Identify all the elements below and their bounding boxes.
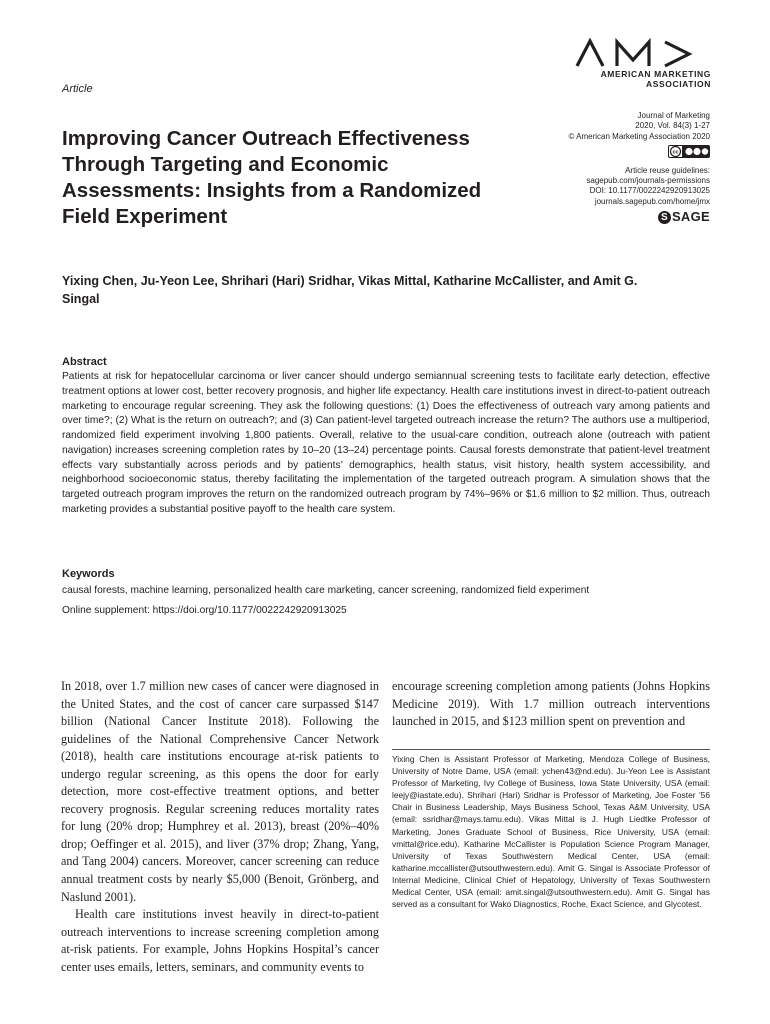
- ama-logo: [573, 38, 711, 89]
- abstract-heading: Abstract: [62, 356, 107, 368]
- footnote-divider: [392, 749, 710, 750]
- article-type-label: Article: [62, 83, 93, 95]
- body-paragraph: Health care institutions invest heavily in direct-to-patient outreach interventions to increase screening completion among at-risk patients. For example, Johns Hopkins Hospital’s cancer center uses emails, letters, seminars, and community events to: [61, 907, 379, 974]
- doi: DOI: 10.1177/0022242920913025: [589, 186, 710, 196]
- journal-home-link[interactable]: journals.sagepub.com/home/jmx: [594, 196, 710, 206]
- creative-commons-icon: [668, 145, 710, 161]
- body-paragraph: In 2018, over 1.7 million new cases of cancer were diagnosed in the United States, and the cost of cancer care surpassed $147 billion (National Cancer Institute 2018). Following the guidelines of the National Comprehensive Cancer Network (2018), health care institutions encourage at-risk patients to undergo regular screening, as this opens the door for early detection, more cost-effective treatment options, and better recovery prognosis. Regular screening reduces mortality rates for lung (20% drop; Humphrey et al. 2013), breast (20%–40% drop; Oeffinger et al. 2015), and liver (37% drop; Zhang, Yang, and Tang 2004) cancers. Moreover, cancer screening can reduce annual treatment costs by nearly $5,000 (Benoit, Grönberg, and Naslund 2001).: [61, 679, 379, 904]
- sage-logo: [658, 211, 710, 224]
- abstract-text: Patients at risk for hepatocellular carcinoma or liver cancer should undergo semiannual screening tests to facilitate early detection, effective treatment options at lower cost, better recovery prognosis, and higher life expectancy. Health care institutions invest in direct-to-patient outreach marketing to encourage regular screening. They ask the following questions: (1) Does the effectiveness of outreach vary among patients and over time?; (2) What is the return on outreach?; and (3) Can patient-level targeted outreach increase the return? The authors use a multiperiod, randomized field experiment involving 1,800 patients. Overall, relative to the usual-care condition, outreach alone (outreach with patient navigation) increases screening completion rates by 10–20 (13–24) percentage points. Causal forests demonstrate that patient-level treatment effects vary substantially across periods and by patients’ demographics, health status, visit history, health system accessibility, and neighborhood socioeconomic status, thereby facilitating the implementation of the targeted outreach program. A simulation shows that the targeted outreach program improves the return on the randomized outreach program by 74%–96% or $1.6 million to $2 million. Thus, outreach marketing provides a substantial positive payoff to the health care system.: [62, 371, 710, 515]
- author-list: Yixing Chen, Ju-Yeon Lee, Shrihari (Hari) Sridhar, Vikas Mittal, Katharine McCallister, and Amit G. Singal: [62, 274, 638, 306]
- ama-logo-mark: [573, 38, 711, 68]
- body-left-column: [61, 678, 379, 976]
- keywords-text: causal forests, machine learning, personalized health care marketing, cancer screening, randomized field experiment: [62, 585, 590, 596]
- ama-logo-line2: ASSOCIATION: [645, 79, 711, 89]
- online-supplement: Online supplement: https://doi.org/10.1177/0022242920913025: [62, 605, 347, 616]
- permissions-link[interactable]: sagepub.com/journals-permissions: [586, 176, 710, 186]
- journal-meta: [490, 111, 710, 225]
- keywords-heading: Keywords: [62, 568, 115, 580]
- cc-badge-label: cc: [672, 149, 679, 156]
- sage-logo-text: SAGE: [671, 209, 710, 225]
- article-title: Improving Cancer Outreach Effectiveness Through Targeting and Economic Assessments: Insights from a Randomized Field Experiment: [62, 127, 482, 228]
- ama-logo-text: [573, 69, 711, 89]
- body-right-column: encourage screening completion among patients (Johns Hopkins Medicine 2019). With 1.7 million outreach interventions launched in 2015, and $123 million spent on prevention and: [392, 679, 710, 729]
- copyright-line: © American Marketing Association 2020: [568, 131, 710, 141]
- journal-name: Journal of Marketing: [637, 111, 710, 120]
- author-affiliations-footnote: Yixing Chen is Assistant Professor of Marketing, Mendoza College of Business, University of Notre Dame, USA (email: ychen43@nd.edu). Ju-Yeon Lee is Assistant Professor of Marketing, Ivy College of Business, Iowa State University, USA (email: leejy@iastate.edu). Shrihari (Hari) Sridhar is Professor of Marketing, Joe Foster ’56 Chair in Business Leadership, Mays Business School, Texas A&M University, USA (email: ssridhar@mays.tamu.edu). Vikas Mittal is J. Hugh Liedtke Professor of Marketing, Jones Graduate School of Business, Rice University, USA (email: vmittal@rice.edu). Katharine McCallister is Population Science Program Manager, University of Texas Southwestern Medical Center, USA (email: katharine.mccallister@utsouthwestern.edu). Amit G. Singal is Associate Professor of Internal Medicine, Clinical Chief of Hepatology, University of Texas Southwestern Medical Center, USA (email: amit.singal@utsouthwestern.edu). Amit G. Singal has served as a consultant for Wako Diagnostics, Roche, Exact Science, and Glycotest.: [392, 754, 710, 910]
- journal-volume: 2020, Vol. 84(3) 1-27: [635, 121, 710, 131]
- reuse-guidelines: Article reuse guidelines:: [625, 165, 710, 175]
- sage-s-icon: S: [658, 211, 671, 224]
- ama-logo-line1: AMERICAN MARKETING: [600, 69, 711, 79]
